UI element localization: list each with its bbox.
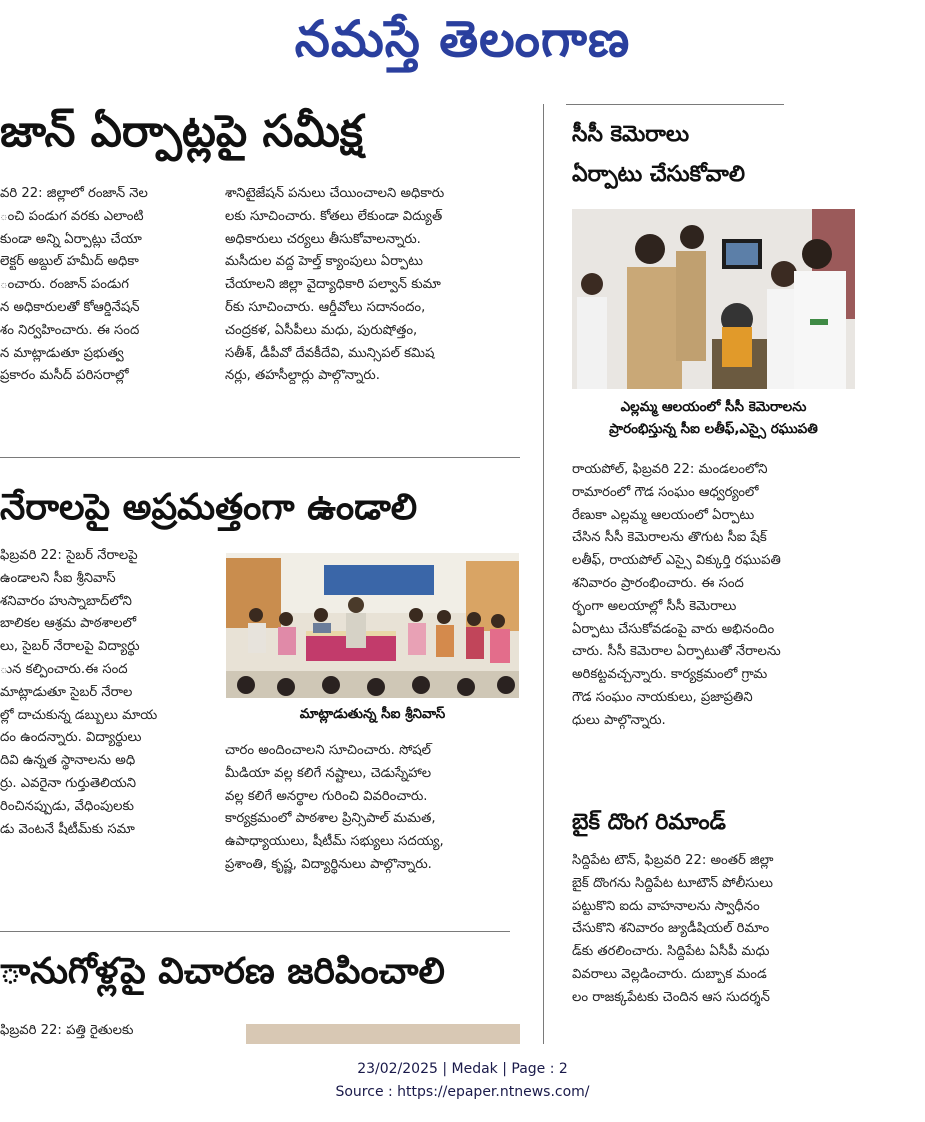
story2-headline: నేరాలపై అప్రమత్తంగా ఉండాలి bbox=[0, 487, 418, 528]
right-story2-body bbox=[572, 850, 862, 1010]
masthead-title: నమస్తే తెలంగాణ bbox=[294, 10, 631, 68]
right-story-body bbox=[572, 459, 862, 733]
story3-column1 bbox=[0, 1020, 210, 1043]
story-divider bbox=[0, 931, 510, 932]
text-line: చేయాలని జిల్లా వైద్యాధికారి పల్వాన్ కుమా bbox=[225, 277, 441, 293]
text-line: ఫిబ్రవరి 22: పత్తి రైతులకు bbox=[0, 1023, 134, 1038]
story1-headline: జాన్ ఏర్పాట్లపై సమీక్ష bbox=[0, 106, 363, 157]
story2-photo-caption: మాట్లాడుతున్న సీఐ శ్రీనివాస్ bbox=[299, 706, 446, 722]
footer-source: Source : https://epaper.ntnews.com/ bbox=[335, 1084, 590, 1100]
text-line: ల్లో దాచుకున్న డబ్బులు మాయ bbox=[0, 707, 158, 723]
text-line: అధికారులు చర్యలు తీసుకోవాలన్నారు. bbox=[225, 231, 421, 247]
story2-column1 bbox=[0, 545, 200, 841]
text-line: ర్భంగా అలయాల్లో సీసీ కెమెరాలు bbox=[572, 598, 737, 614]
text-line: న మాట్లాడుతూ ప్రభుత్వ bbox=[0, 345, 124, 361]
text-line: బాలికల ఆశ్రమ పాఠశాలలో bbox=[0, 616, 137, 632]
text-line: రేణుకా ఎల్లమ్మ ఆలయంలో ఏర్పాటు bbox=[572, 507, 755, 523]
text-line: శనివారం హుస్నాబాద్‌లోని bbox=[0, 593, 132, 609]
text-line: మాట్లాడుతూ సైబర్ నేరాల bbox=[0, 684, 133, 700]
text-line: నర్లు, తహసీల్దార్లు పాల్గొన్నారు. bbox=[225, 368, 380, 384]
text-line: రించినప్పుడు, వేధింపులకు bbox=[0, 798, 134, 814]
footer-date-edition: 23/02/2025 | Medak | Page : 2 bbox=[357, 1061, 568, 1077]
text-line: ంచారు. రంజాన్ పండుగ bbox=[0, 277, 129, 293]
right-headline-line2: ఏర్పాటు చేసుకోవాలి bbox=[572, 162, 745, 187]
text-line: న అధికారులతో కోఆర్డినేషన్ bbox=[0, 299, 140, 315]
text-line: ఉపాధ్యాయులు, షీటీమ్ సభ్యులు సదయ్య, bbox=[225, 834, 444, 850]
text-line: వరి 22: జిల్లాలో రంజాన్ నెల bbox=[0, 186, 148, 201]
text-line: లు, సైబర్ నేరాలపై విద్యార్థు bbox=[0, 639, 140, 655]
text-line: ున కల్పించారు.ఈ సంద bbox=[0, 661, 128, 677]
text-line: బైక్ దొంగను సిద్దిపేట టూటౌన్ పోలీసులు bbox=[572, 875, 773, 891]
column-top-rule bbox=[566, 104, 784, 105]
text-line: లకు సూచించారు. కోతలు లేకుండా విద్యుత్ bbox=[225, 208, 443, 224]
text-line: శానిటైజేషన్ పనులు చేయించాలని అధికారు bbox=[225, 186, 445, 201]
text-line: సతీశ్, డీపీవో దేవకీదేవి, మున్సిపల్ కమిష bbox=[225, 345, 435, 361]
text-line: కుండా అన్ని ఏర్పాట్లు చేయా bbox=[0, 231, 142, 247]
text-line: వల్ల కలిగే అనర్థాల గురించి వివరించారు. bbox=[225, 788, 428, 804]
text-line: వివరాలు వెల్లడించారు. దుబ్బాక మండ bbox=[572, 966, 767, 982]
text-line: చేసిన సీసీ కెమెరాలను తొగుట సీఐ షేక్ bbox=[572, 530, 767, 546]
column-divider bbox=[543, 104, 544, 1044]
text-line: శనివారం ప్రారంభించారు. ఈ సంద bbox=[572, 575, 744, 591]
text-line: అరికట్టవచ్చన్నారు. కార్యక్రమంలో గ్రామ bbox=[572, 667, 768, 683]
text-line: చారం అందించాలని సూచించారు. సోషల్ bbox=[225, 743, 432, 758]
text-line: గౌడ సంఘం నాయకులు, ప్రజాప్రతిని bbox=[572, 689, 753, 705]
text-line: మీడియా వల్ల కలిగే నష్టాలు, చెడుస్నేహాల bbox=[225, 765, 432, 781]
text-line: ఏర్పాటు చేసుకోవడంపై వారు అభినందిం bbox=[572, 621, 775, 637]
story3-headline: ానుగోళ్లపై విచారణ జరిపించాలి bbox=[0, 951, 445, 992]
text-line: ప్రకారం మసీద్ పరిసరాల్లో bbox=[0, 368, 129, 384]
text-line: లతీఫ్, రాయపోల్ ఎస్సై విక్కుర్తి రఘుపతి bbox=[572, 553, 781, 569]
story1-column1 bbox=[0, 183, 200, 388]
text-line: శం నిర్వహించారు. ఈ సంద bbox=[0, 322, 140, 338]
text-line: కార్యక్రమంలో పాఠశాల ప్రిన్సిపాల్ మమత, bbox=[225, 811, 436, 827]
text-line: ర్‌కు సూచించారు. ఆర్డీవోలు సదానందం, bbox=[225, 299, 426, 315]
story2-column2 bbox=[225, 740, 525, 877]
text-line: డు వెంటనే షీటీమ్‌కు సమా bbox=[0, 821, 135, 837]
story-divider bbox=[0, 457, 520, 458]
right-photo-caption-line2: ప్రారంభిస్తున్న సీఐ లతీఫ్,ఎస్సై రఘుపతి bbox=[609, 421, 818, 437]
text-line: ధులు పాల్గొన్నారు. bbox=[572, 712, 666, 728]
text-line: రామారంలో గౌడ సంఘం ఆధ్వర్యంలో bbox=[572, 484, 759, 500]
right-photo-caption-line1: ఎల్లమ్మ ఆలయంలో సీసీ కెమెరాలను bbox=[620, 399, 807, 415]
text-line: లెక్టర్ అబ్దుల్ హమీద్ అధికా bbox=[0, 254, 139, 270]
right-headline3: బైక్ దొంగ రిమాండ్ bbox=[572, 810, 726, 835]
text-line: సిద్దిపేట టౌన్, ఫిబ్రవరి 22: అంతర్ జిల్లా bbox=[572, 853, 774, 868]
text-line: లం రాజక్కపేటకు చెందిన ఆస సుదర్శన్ bbox=[572, 989, 770, 1005]
cctv-inauguration-photo bbox=[572, 209, 855, 389]
text-line: డ్‌కు తరలించారు. సిద్దిపేట ఏసీపీ మధు bbox=[572, 944, 770, 960]
text-line: చారు. సీసీ కెమెరాల ఏర్పాటుతో నేరాలను bbox=[572, 644, 781, 660]
text-line: పట్టుకొని ఐదు వాహనాలను స్వాధీనం bbox=[572, 898, 760, 914]
story1-column2 bbox=[225, 183, 525, 388]
text-line: చంద్రకళ, ఏసీపీలు మధు, పురుషోత్తం, bbox=[225, 322, 418, 338]
school-meeting-photo bbox=[226, 553, 519, 698]
story3-photo bbox=[246, 1024, 520, 1044]
text-line: చేసుకొని శనివారం జ్యుడీషియల్ రిమాం bbox=[572, 921, 770, 937]
text-line: ప్రశాంతి, కృష్ణ, విద్యార్థినులు పాల్గొన్నారు. bbox=[225, 856, 432, 872]
text-line: మసీదుల వద్ద హెల్త్ క్యాంపులు ఏర్పాటు bbox=[225, 254, 423, 270]
text-line: దం ఉందన్నారు. విద్యార్థులు bbox=[0, 730, 142, 746]
text-line: ంచి పండుగ వరకు ఎలాంటి bbox=[0, 208, 144, 224]
text-line: రాయపోల్, ఫిబ్రవరి 22: మండలంలోని bbox=[572, 462, 768, 477]
text-line: దివి ఉన్నత స్థానాలను అధి bbox=[0, 753, 136, 769]
text-line: ర్రు. ఎవరైనా గుర్తుతెలియని bbox=[0, 775, 137, 791]
text-line: ఉండాలని సీఐ శ్రీనివాస్ bbox=[0, 570, 116, 586]
text-line: ఫిబ్రవరి 22: సైబర్ నేరాలపై bbox=[0, 548, 138, 563]
right-headline-line1: సీసీ కెమెరాలు bbox=[572, 122, 690, 147]
